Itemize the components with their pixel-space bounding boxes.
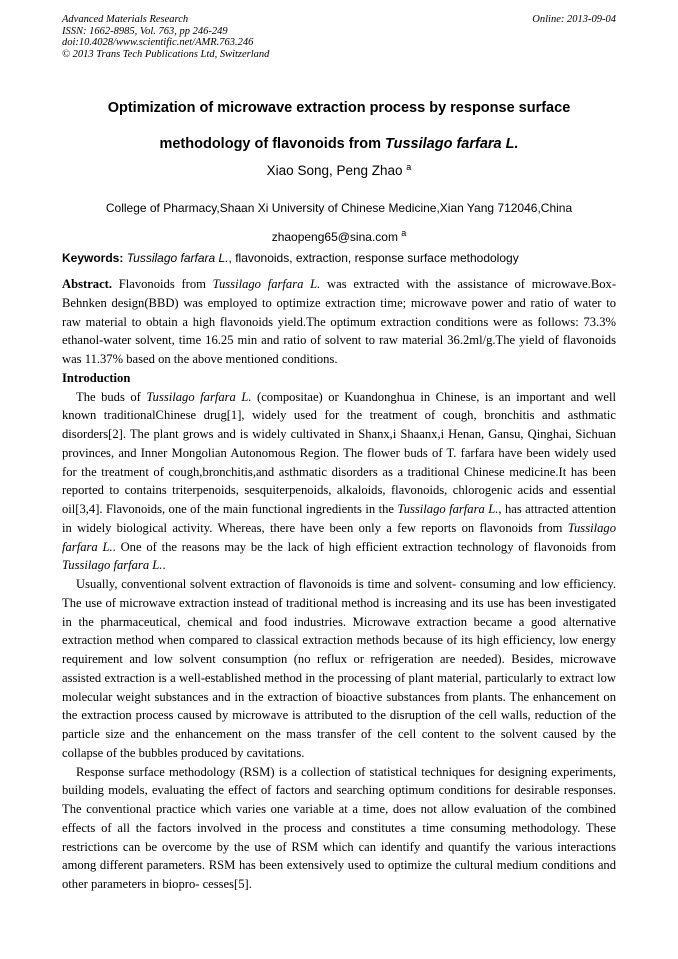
intro-p1-text-e: . xyxy=(162,558,166,573)
intro-p1-text-c: , has attracted attention in widely biological activity. Whereas, there have been only a few reports on flavonoids from xyxy=(62,502,617,535)
author-names: Xiao Song, Peng Zhao xyxy=(266,163,403,178)
intro-p1-species-3: Tussilago farfara L. xyxy=(62,520,616,554)
paper-body xyxy=(62,275,616,894)
affiliation xyxy=(62,196,616,250)
intro-paragraph-1 xyxy=(62,388,616,576)
keywords-species: Tussilago farfara L. xyxy=(126,251,229,265)
online-date: Online: 2013-09-04 xyxy=(532,14,616,25)
intro-p1-text-b: (compositae) or Kuandonghua in Chinese, is an important and well known traditionalChinese drug[1], widely used for the treatment of cough, bronchitis and asthmatic disorders[2]. The plant grows and is widely cultivated in Shanx,i Shaanx,i Henan, Gansu, Qinghai, Sichuan provinces, and Inner Mongolian Autonomous Region. The flower buds of T. farfara have been widely used for the treatment of cough,bronchitis,and asthmatic disorders as a traditional Chinese medicine.It has been reported to contains triterpenoids, sesquiterpenoids, alkaloids, flavonoids, chlorogenic acids and essential oil[3,4]. Flavonoids, one of the main functional ingredients in the xyxy=(62,389,616,516)
intro-p1-species-2: Tussilago farfara L. xyxy=(397,502,499,516)
title-line-2-text: methodology of flavonoids from xyxy=(159,136,386,152)
email-affil-mark: a xyxy=(401,228,407,238)
intro-p1-text-d: . One of the reasons may be the lack of high efficient extraction technology of flavonoids from xyxy=(112,539,616,554)
title-line-1: Optimization of microwave extraction process by response surface xyxy=(107,100,571,116)
intro-p1-text-a: The buds of xyxy=(76,389,147,404)
author-affil-mark: a xyxy=(406,162,412,172)
keywords-list: , flavonoids, extraction, response surface methodology xyxy=(228,251,519,265)
intro-paragraph-2: Usually, conventional solvent extraction of flavonoids is time and solvent- consuming and low efficiency. The use of microwave extraction instead of traditional method is increasing and its use has been investigated in the pharmaceutical, chemical and food industries. Microwave extraction became a good alternative extraction method when compared to classical extraction methods because of its high efficiency, low energy requirement and low solvent consumption (no reflux or refrigeration are needed). Besides, microwave assisted extraction is a well-established method in the processing of plant material, particularly to extract low molecular weight substances and in the extraction of bioactive substances from plants. The enhancement on the extraction process caused by microwave is attributed to the disruption of the cell walls, reduction of the particle size and the enhancement on the mass transfer of the cell content to the solvent caused by the collapse of the bubbles produced by cavitations. xyxy=(62,577,616,760)
section-heading-introduction: Introduction xyxy=(62,370,131,385)
abstract xyxy=(62,275,616,369)
author-list xyxy=(62,162,616,178)
doi-line[interactable]: doi:10.4028/www.scientific.net/AMR.763.246 xyxy=(62,37,254,48)
title-line-2 xyxy=(62,126,616,162)
journal-name: Advanced Materials Research xyxy=(62,14,189,25)
issn-line: ISSN: 1662-8985, Vol. 763, pp 246-249 xyxy=(62,25,228,37)
contact-email[interactable]: zhaopeng65@sina.com xyxy=(271,230,398,244)
intro-paragraph-3: Response surface methodology (RSM) is a collection of statistical techniques for designing experiments, building models, evaluating the effect of factors and searching optimum conditions for desirable responses. The conventional practice which varies one variable at a time, does not allow evaluation of the combined effects of all the factors involved in the process and constitutes a time consuming methodology. These restrictions can be overcome by the use of RSM which can identify and quantify the various interactions among different parameters. RSM has been extensively used to optimize the cultural medium conditions and other parameters in biopro- cesses[5]. xyxy=(62,764,616,891)
affiliation-email-line xyxy=(62,221,616,250)
abstract-species: Tussilago farfara L. xyxy=(212,277,321,291)
keywords-label: Keywords: xyxy=(62,251,124,265)
paper-title xyxy=(62,90,616,162)
abstract-text-2: was extracted with the assistance of microwave.Box-Behnken design(BBD) was employed to optimize extraction time; microwave power and ratio of water to raw material to obtain a high flavonoids yield.The optimum extraction conditions were as follows: 73.3% ethanol-water solvent, time 16.25 min and ratio of solvent to raw material 36.2ml/g.The yield of flavonoids was 11.37% based on the above mentioned conditions. xyxy=(62,277,617,366)
intro-p1-species-4: Tussilago farfara L. xyxy=(62,558,163,573)
running-header xyxy=(62,14,616,60)
abstract-text-1: Flavonoids from xyxy=(112,277,213,291)
abstract-label: Abstract. xyxy=(62,277,113,291)
keywords xyxy=(62,251,616,265)
title-species: Tussilago farfara L. xyxy=(385,136,519,152)
intro-p1-species-1: Tussilago farfara L. xyxy=(146,389,252,404)
copyright-line: © 2013 Trans Tech Publications Ltd, Switzerland xyxy=(62,48,270,60)
affiliation-college: College of Pharmacy,Shaan Xi University of Chinese Medicine,Xian Yang 712046,China xyxy=(105,201,573,215)
